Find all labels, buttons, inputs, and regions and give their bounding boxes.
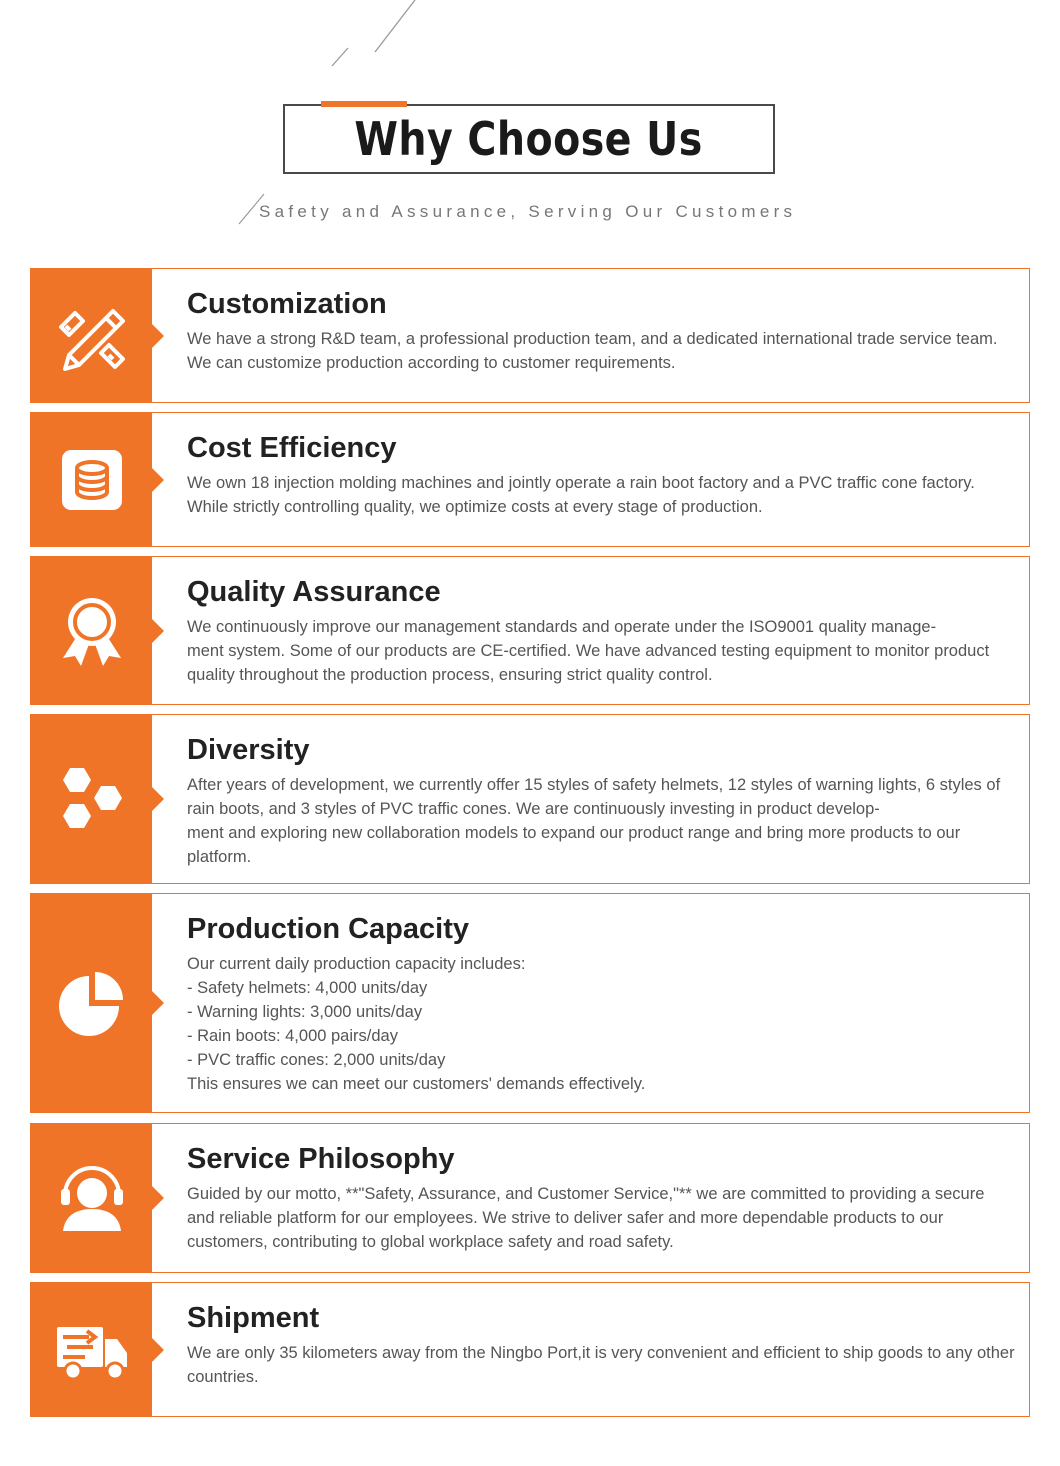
card-title: Service Philosophy <box>187 1143 455 1175</box>
card-text: We have a strong R&D team, a professional production team, and a dedicated international trade service team. We can customize production according to customer requirements. <box>187 330 998 372</box>
card-icon-panel <box>31 1124 152 1272</box>
card-title: Customization <box>187 288 387 320</box>
card-icon-panel <box>31 1283 152 1416</box>
card-body <box>187 431 1015 519</box>
card-icon-panel <box>31 557 152 704</box>
card-body <box>187 1301 1015 1389</box>
card-body <box>187 575 1015 687</box>
decorative-slashes <box>320 0 430 70</box>
delivery-truck-icon <box>53 1311 131 1389</box>
page-title: Why Choose Us <box>354 112 704 166</box>
card-title: Quality Assurance <box>187 576 441 608</box>
feature-card-diversity <box>30 714 1030 884</box>
card-text: Guided by our motto, **"Safety, Assurance, and Customer Service,"** we are committed to providing a secure and reliable platform for our employees. We strive to deliver safer and more dependable products to our customers, contributing to global workplace safety and road safety. <box>187 1185 985 1251</box>
card-title: Diversity <box>187 734 310 766</box>
card-text: We own 18 injection molding machines and jointly operate a rain boot factory and a PVC traffic cone factory. While strictly controlling quality, we optimize costs at every stage of production. <box>187 474 975 516</box>
card-text: After years of development, we currently offer 15 styles of safety helmets, 12 styles of warning lights, 6 styles of rain boots, and 3 styles of PVC traffic cones. We are continuously investing in product develop- ment and exploring new collaboration models to expand our product range and bring more products to our platform. <box>187 776 1001 866</box>
hexagons-icon <box>53 760 131 838</box>
card-text: We continuously improve our management standards and operate under the ISO9001 quality manage- ment system. Some of our products are CE-certified. We have advanced testing equipment to monitor product quality throughout the production process, ensuring strict quality control. <box>187 618 990 684</box>
card-title: Cost Efficiency <box>187 432 397 464</box>
card-title: Shipment <box>187 1302 320 1334</box>
card-icon-panel <box>31 413 152 546</box>
card-icon-panel <box>31 269 152 402</box>
card-text: Our current daily production capacity includes: - Safety helmets: 4,000 units/day - Warning lights: 3,000 units/day - Rain boots: 4,000 pairs/day - PVC traffic cones: 2,000 units/day This ensures we can meet our customers' demands effectively. <box>187 955 646 1093</box>
pie-chart-icon <box>53 964 131 1042</box>
card-body <box>187 1142 1015 1254</box>
card-icon-panel <box>31 894 152 1112</box>
award-ribbon-icon <box>53 592 131 670</box>
feature-card-customization <box>30 268 1030 403</box>
card-title: Production Capacity <box>187 913 469 945</box>
title-accent-bar <box>321 101 407 107</box>
title-frame <box>283 104 775 174</box>
feature-card-production-capacity <box>30 893 1030 1113</box>
headset-agent-icon <box>53 1159 131 1237</box>
card-body <box>187 912 1015 1096</box>
feature-card-quality-assurance <box>30 556 1030 705</box>
page-subtitle: Safety and Assurance, Serving Our Customers <box>259 202 797 221</box>
feature-card-shipment <box>30 1282 1030 1417</box>
pencil-design-icon <box>53 297 131 375</box>
card-body <box>187 287 1015 375</box>
database-icon <box>53 441 131 519</box>
card-text: We are only 35 kilometers away from the Ningbo Port,it is very convenient and efficient to ship goods to any other countries. <box>187 1344 1015 1386</box>
card-body <box>187 733 1015 869</box>
card-icon-panel <box>31 715 152 883</box>
feature-card-cost-efficiency <box>30 412 1030 547</box>
feature-card-service-philosophy <box>30 1123 1030 1273</box>
